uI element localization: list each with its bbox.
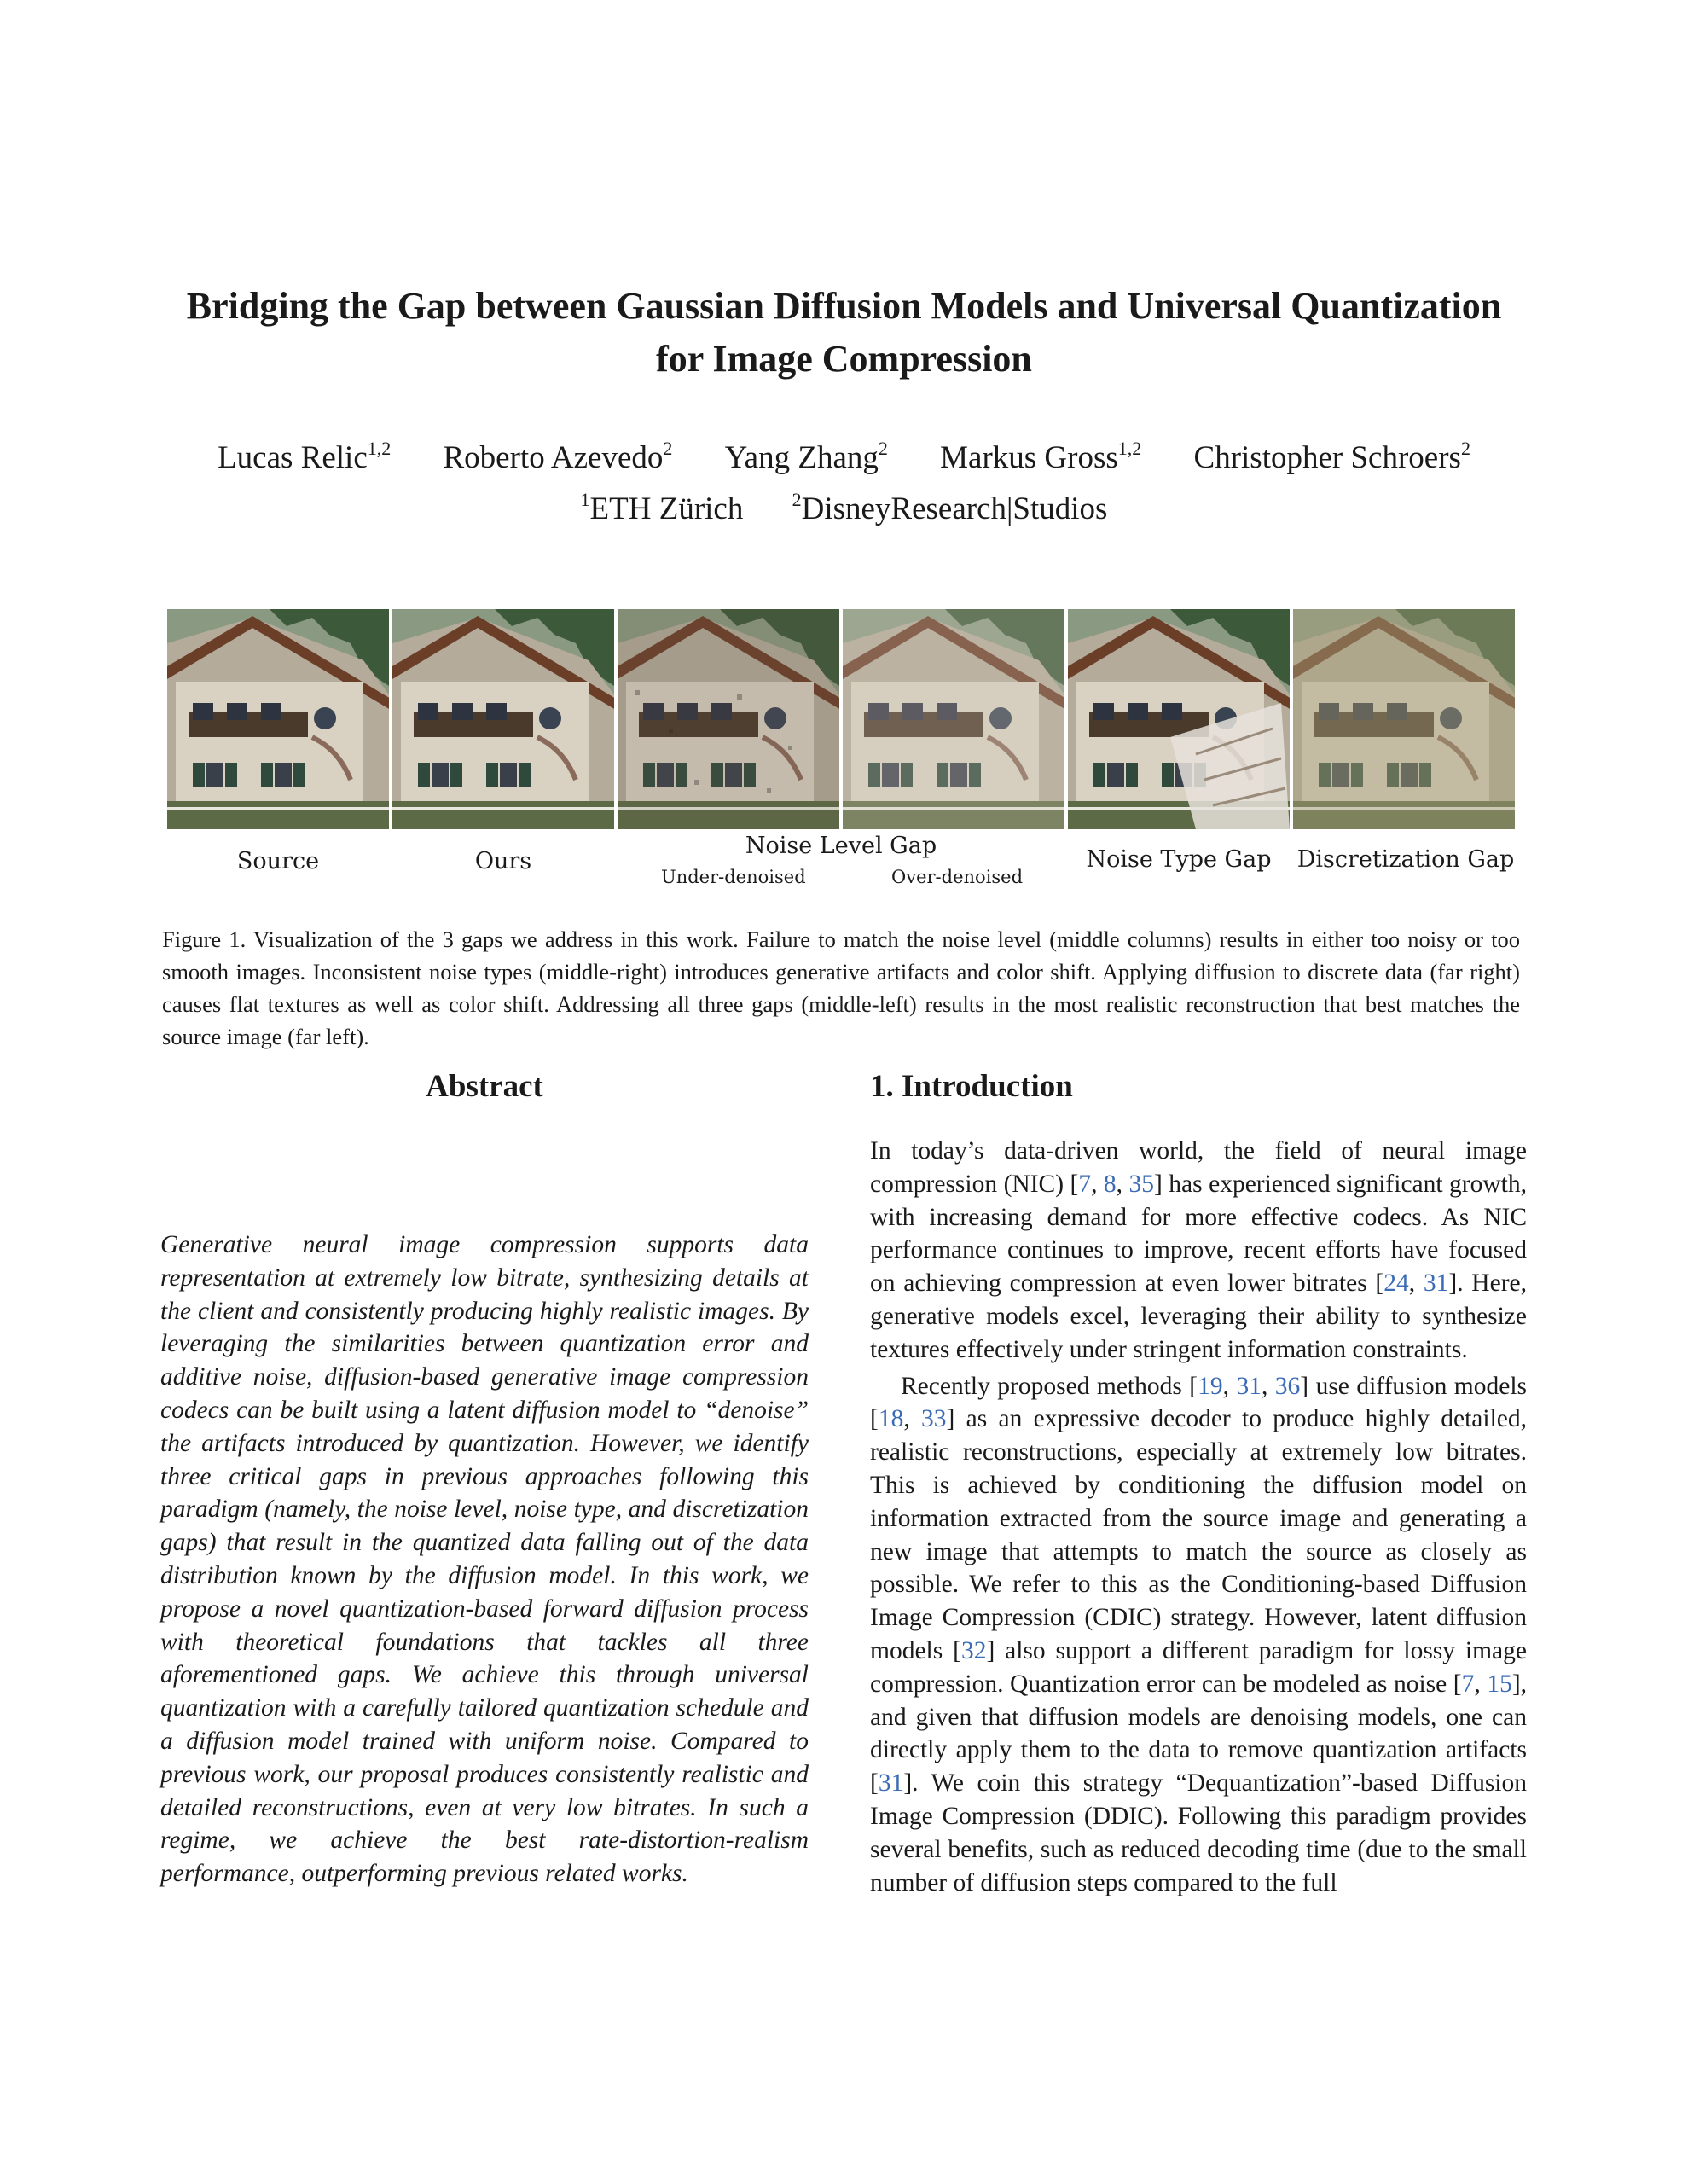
citation-link[interactable]: 33	[921, 1405, 947, 1433]
abstract-text: Generative neural image compression supports data representation at extremely low bitrate, synthesizing details at the client and consistently producing highly realistic images. By leveraging the similarities between quantization error and additive noise, diffusion-based generative image compression codecs can be built using a latent diffusion model to “denoise” the artifacts introduced by quantization. However, we identify three critical gaps in previous approaches following this paradigm (namely, the noise level, noise type, and discretization gaps) that result in the quantized data falling out of the data distribution known by the diffusion model. In this work, we propose a novel quantization-based forward diffusion process with theoretical foundations that tackles all three aforementioned gaps. We achieve this through universal quantization with a carefully tailored quantization schedule and a diffusion model trained with uniform noise. Compared to previous work, our proposal produces consistently realistic and detailed reconstructions, even at very low bitrates. In such a regime, we achieve the best rate-distortion-realism performance, outperforming previous related works.	[160, 1231, 809, 1888]
label-noise-type-gap: Noise Type Gap	[1086, 846, 1272, 873]
label-discretization-gap: Discretization Gap	[1296, 846, 1515, 873]
citation-link[interactable]: 19	[1198, 1372, 1223, 1400]
citation-link[interactable]: 36	[1274, 1372, 1301, 1400]
citation-link[interactable]: 31	[878, 1769, 904, 1798]
author: Yang Zhang$^2$	[724, 438, 888, 475]
label-noise-level-gap: Noise Level Gap	[745, 833, 937, 859]
paper-title: Bridging the Gap between Gaussian Diffusion Models and Universal Quantization for Image Compression	[186, 285, 1502, 380]
abstract-heading: Abstract	[426, 1069, 543, 1104]
label-ours: Ours	[474, 848, 532, 874]
affiliation: $^1$ETH Zürich	[580, 489, 744, 526]
citation-link[interactable]: 24	[1383, 1269, 1409, 1298]
discretization-gap-image	[1293, 609, 1515, 829]
label-under-denoised: Under-denoised	[661, 867, 806, 887]
citation-link[interactable]: 31	[1423, 1269, 1449, 1298]
citation-link[interactable]: 7	[1078, 1170, 1092, 1198]
figure-image-row	[167, 609, 1517, 829]
citation-link[interactable]: 7	[1461, 1670, 1475, 1698]
noise-type-gap-image	[1068, 609, 1290, 829]
intro-heading: 1. Introduction	[870, 1069, 1073, 1104]
author: Christopher Schroers$^2$	[1193, 438, 1470, 475]
figure-caption: Figure 1. Visualization of the 3 gaps we address in this work. Failure to match the noise level (middle columns) results in either too noisy or too smooth images. Inconsistent noise types (middle-right) introduces generative artifacts and color shift. Applying diffusion to discrete data (far right) causes flat textures as well as color shift. Addressing all three gaps (middle-left) results in the most realistic reconstruction that best matches the source image (far left).	[162, 926, 1520, 1049]
citation-link[interactable]: 18	[878, 1405, 904, 1433]
citation-link[interactable]: 35	[1128, 1170, 1155, 1198]
author: Markus Gross$^{1,2}$	[940, 438, 1142, 475]
citation-link[interactable]: 15	[1487, 1670, 1512, 1698]
author-list	[128, 437, 1560, 479]
citation-link[interactable]: 32	[960, 1636, 987, 1664]
intro-paragraph: In today’s data-driven world, the field of neural image compression (NIC) [7, 8, 35] has experienced significant growth, with increasing demand for more effective codecs. As NIC performance continues to improve, recent efforts have focused on achieving compression at even lower bitrates [24, 31]. Here, generative models excel, leveraging their ability to synthesize textures effectively under stringent information constraints.	[870, 1137, 1528, 1363]
affiliation: $^2$DisneyResearch|Studios	[792, 489, 1108, 526]
source-image	[167, 609, 389, 829]
citation-link[interactable]: 8	[1103, 1170, 1117, 1198]
over-denoised-image	[843, 609, 1064, 829]
label-over-denoised: Over-denoised	[891, 867, 1024, 887]
citation-link[interactable]: 31	[1236, 1372, 1262, 1400]
ours-image	[392, 609, 614, 829]
author: Lucas Relic$^{1,2}$	[218, 438, 392, 475]
label-source: Source	[236, 848, 320, 874]
intro-body	[870, 1135, 1527, 1899]
intro-paragraph: Recently proposed methods [19, 31, 36] use diffusion models [18, 33] as an expressive decoder to produce highly detailed, realistic reconstructions, especially at extremely low bitrates. This is achieved by conditioning the diffusion model on information extracted from the source image and generating a new image that attempts to match the source as closely as possible. We refer to this as the Conditioning-based Diffusion Image Compression (CDIC) strategy. However, latent diffusion models [32] also support a different paradigm for lossy image compression. Quantization error can be modeled as noise [7, 15], and given that diffusion models are denoising models, one can directly apply them to the data to remove quantization artifacts [31]. We coin this strategy “Dequantization”-based Diffusion Image Compression (DDIC). Following this paradigm provides several benefits, such as reduced decoding time (due to the small number of diffusion steps compared to the full	[870, 1372, 1528, 1896]
author: Roberto Azevedo$^2$	[443, 438, 673, 475]
under-denoised-image	[618, 609, 839, 829]
affiliation-list	[128, 488, 1560, 531]
